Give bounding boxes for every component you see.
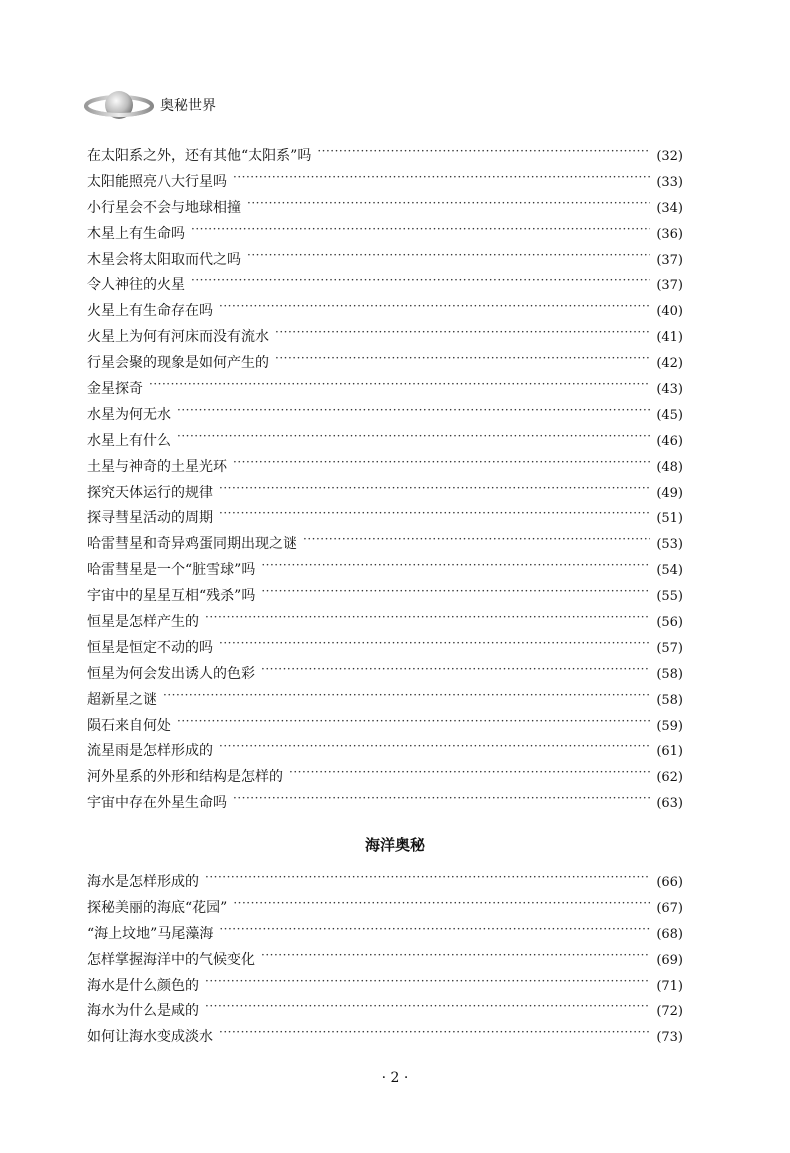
toc-entry[interactable] [87, 896, 683, 922]
toc-entry[interactable] [87, 325, 683, 351]
toc-entry-page: (66) [656, 875, 683, 890]
toc-entry[interactable] [87, 455, 683, 481]
toc-entry-page: (43) [656, 382, 683, 398]
toc-entry-title: 怎样掌握海洋中的气候变化 [87, 951, 255, 968]
toc-entry-page: (33) [656, 174, 683, 190]
toc-entry[interactable] [87, 688, 683, 714]
toc-entry-page: (62) [656, 770, 683, 786]
toc-entry-page: (32) [656, 149, 683, 164]
toc-entry-title: 探寻彗星活动的周期 [87, 510, 213, 527]
toc-leader-dots [177, 431, 650, 445]
toc-leader-dots [177, 716, 650, 730]
toc-entry-title: 河外星系的外形和结构是怎样的 [87, 769, 283, 786]
toc-leader-dots [275, 353, 650, 367]
toc-entry[interactable] [87, 506, 683, 532]
toc-leader-dots [233, 457, 650, 471]
toc-entry-page: (69) [656, 952, 683, 968]
toc-entry-page: (42) [656, 356, 683, 372]
toc-entry[interactable] [87, 429, 683, 455]
toc-entry-page: (37) [656, 278, 683, 294]
toc-entry-page: (58) [656, 692, 683, 708]
toc-entry-title: 探秘美丽的海底“花园” [87, 899, 228, 916]
toc-entry-title: 恒星是怎样产生的 [87, 614, 199, 631]
toc-entry[interactable] [87, 636, 683, 662]
toc-leader-dots [205, 976, 650, 990]
toc-leader-dots [275, 327, 650, 341]
toc-leader-dots [205, 612, 650, 626]
table-of-contents [87, 144, 683, 817]
toc-entry-page: (48) [656, 459, 683, 475]
toc-entry[interactable] [87, 403, 683, 429]
toc-entry-title: “海上坟地”马尾藻海 [87, 925, 214, 942]
toc-entry-title: 恒星是恒定不动的吗 [87, 639, 213, 656]
toc-leader-dots [219, 741, 650, 755]
toc-leader-dots [149, 379, 650, 393]
toc-entry[interactable] [87, 870, 683, 896]
toc-entry[interactable] [87, 144, 683, 170]
toc-entry-title: 哈雷彗星是一个“脏雪球”吗 [87, 562, 256, 579]
toc-leader-dots [219, 508, 650, 522]
toc-entry-page: (54) [656, 563, 683, 579]
toc-entry-title: 宇宙中的星星互相“残杀”吗 [87, 588, 256, 605]
toc-entry-page: (45) [656, 407, 683, 423]
toc-leader-dots [303, 534, 650, 548]
toc-entry-title: 宇宙中存在外星生命吗 [87, 795, 227, 812]
toc-leader-dots [261, 664, 650, 678]
toc-entry-page: (46) [656, 433, 683, 449]
toc-entry-title: 木星上有生命吗 [87, 225, 185, 242]
toc-entry-page: (36) [656, 226, 683, 242]
toc-entry[interactable] [87, 922, 683, 948]
toc-entry[interactable] [87, 714, 683, 740]
toc-entry[interactable] [87, 765, 683, 791]
toc-entry-title: 如何让海水变成淡水 [87, 1029, 213, 1046]
toc-entry[interactable] [87, 299, 683, 325]
toc-entry-page: (73) [656, 1030, 683, 1046]
toc-entry-title: 火星上有生命存在吗 [87, 303, 213, 320]
toc-leader-dots [205, 872, 650, 886]
toc-entry[interactable] [87, 999, 683, 1025]
page-number: · 2 · [381, 1070, 409, 1086]
toc-entry-page: (72) [656, 1004, 683, 1020]
toc-entry-title: 水星上有什么 [87, 432, 171, 449]
toc-entry-page: (40) [656, 304, 683, 320]
toc-entry[interactable] [87, 948, 683, 974]
toc-entry-title: 令人神往的火星 [87, 277, 185, 294]
toc-entry-title: 陨石来自何处 [87, 717, 171, 734]
toc-entry-page: (57) [656, 640, 683, 656]
toc-entry[interactable] [87, 170, 683, 196]
toc-entry-page: (53) [656, 537, 683, 553]
toc-entry-title: 火星上为何有河床而没有流水 [87, 329, 269, 346]
toc-entry[interactable] [87, 1025, 683, 1051]
toc-entry-page: (37) [656, 252, 683, 268]
saturn-icon [84, 85, 154, 125]
toc-entry-title: 海水为什么是咸的 [87, 1003, 199, 1020]
toc-entry-page: (49) [656, 485, 683, 501]
toc-entry[interactable] [87, 196, 683, 222]
toc-entry-page: (63) [656, 796, 683, 812]
toc-leader-dots [317, 146, 650, 160]
toc-entry[interactable] [87, 532, 683, 558]
toc-entry-title: 太阳能照亮八大行星吗 [87, 173, 227, 190]
toc-entry-page: (67) [656, 900, 683, 916]
toc-entry-title: 流星雨是怎样形成的 [87, 743, 213, 760]
toc-entry-page: (59) [656, 718, 683, 734]
table-of-contents-ocean [87, 870, 683, 1051]
toc-leader-dots [247, 250, 650, 264]
toc-entry-title: 探究天体运行的规律 [87, 484, 213, 501]
toc-entry-page: (51) [656, 511, 683, 527]
toc-entry-title: 在太阳系之外，还有其他“太阳系”吗 [87, 148, 312, 164]
toc-entry-page: (34) [656, 200, 683, 216]
toc-entry[interactable] [87, 791, 683, 817]
toc-leader-dots [233, 172, 650, 186]
toc-entry-page: (61) [656, 744, 683, 760]
toc-leader-dots [219, 1027, 650, 1041]
header-title: 奥秘世界 [160, 98, 216, 114]
toc-leader-dots [205, 1001, 650, 1015]
toc-leader-dots [261, 586, 650, 600]
toc-entry-title: 金星探奇 [87, 381, 143, 398]
toc-entry-page: (58) [656, 666, 683, 682]
toc-leader-dots [261, 560, 650, 574]
toc-entry-title: 小行星会不会与地球相撞 [87, 199, 241, 216]
toc-entry[interactable] [87, 481, 683, 507]
toc-entry-title: 哈雷彗星和奇异鸡蛋同期出现之谜 [87, 536, 297, 553]
toc-entry-title: 土星与神奇的土星光环 [87, 458, 227, 475]
toc-entry-page: (56) [656, 615, 683, 631]
toc-leader-dots [219, 638, 650, 652]
toc-entry[interactable] [87, 662, 683, 688]
toc-entry-page: (41) [656, 330, 683, 346]
toc-leader-dots [247, 198, 650, 212]
toc-entry-title: 超新星之谜 [87, 691, 157, 708]
toc-entry[interactable] [87, 974, 683, 1000]
toc-entry[interactable] [87, 351, 683, 377]
toc-leader-dots [219, 483, 650, 497]
page-header [84, 84, 216, 126]
toc-leader-dots [261, 950, 650, 964]
toc-entry[interactable] [87, 584, 683, 610]
toc-leader-dots [233, 898, 650, 912]
toc-entry-title: 海水是什么颜色的 [87, 977, 199, 994]
toc-entry[interactable] [87, 377, 683, 403]
toc-leader-dots [191, 224, 650, 238]
toc-entry-title: 海水是怎样形成的 [87, 874, 199, 890]
toc-leader-dots [219, 301, 650, 315]
toc-entry[interactable] [87, 248, 683, 274]
toc-entry[interactable] [87, 610, 683, 636]
section-heading: 海洋奥秘 [364, 836, 425, 854]
toc-entry-title: 水星为何无水 [87, 406, 171, 423]
toc-entry[interactable] [87, 273, 683, 299]
toc-leader-dots [219, 924, 650, 938]
toc-leader-dots [163, 690, 650, 704]
toc-entry-page: (55) [656, 589, 683, 605]
toc-entry[interactable] [87, 558, 683, 584]
toc-leader-dots [191, 275, 650, 289]
toc-entry-title: 行星会聚的现象是如何产生的 [87, 355, 269, 372]
toc-leader-dots [177, 405, 650, 419]
toc-entry[interactable] [87, 222, 683, 248]
toc-leader-dots [289, 767, 650, 781]
toc-entry[interactable] [87, 739, 683, 765]
toc-entry-title: 木星会将太阳取而代之吗 [87, 251, 241, 268]
toc-entry-page: (68) [656, 926, 683, 942]
toc-entry-page: (71) [656, 978, 683, 994]
toc-leader-dots [233, 793, 650, 807]
toc-entry-title: 恒星为何会发出诱人的色彩 [87, 665, 255, 682]
